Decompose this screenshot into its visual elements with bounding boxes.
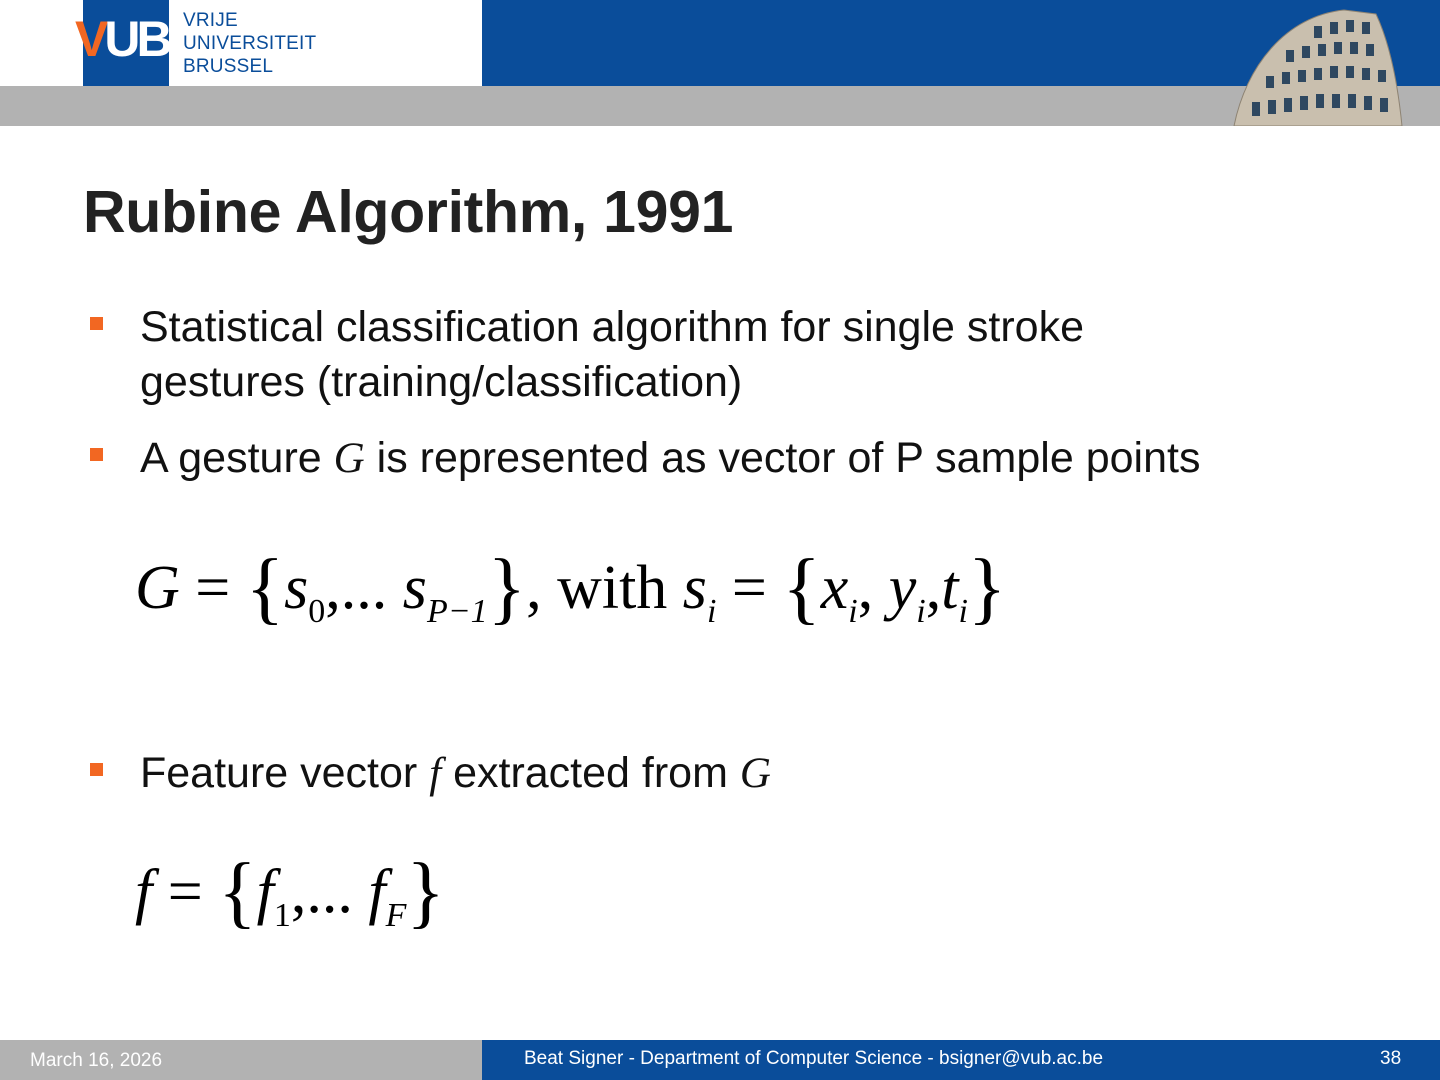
bullet-3-text	[140, 746, 771, 801]
formula-1-xi-sub: i	[848, 593, 858, 630]
formula-2-sub1: 1	[273, 897, 291, 934]
right-brace-2: }	[967, 544, 1007, 632]
formula-1-with: , with	[526, 554, 683, 622]
formula-1-sub0: 0	[308, 593, 326, 630]
formula-1-eq2: =	[731, 554, 767, 622]
bullet-2-pre: A gesture	[140, 434, 334, 482]
vub-logo-mark	[75, 0, 169, 86]
university-name	[183, 9, 316, 78]
formula-feature-vector	[135, 848, 445, 936]
formula-2-fF: f	[368, 858, 386, 926]
bullet-marker-3	[90, 763, 103, 776]
footer-date: March 16, 2026	[30, 1050, 163, 1071]
formula-1-y: y	[888, 554, 917, 622]
bullet-3-var2: G	[739, 750, 771, 797]
slide-title: Rubine Algorithm, 1991	[83, 179, 734, 245]
formula-2-f: f	[135, 858, 153, 926]
formula-2-subF: F	[385, 897, 407, 934]
formula-1-comma1: ,	[857, 554, 874, 622]
bullet-marker-1	[90, 317, 103, 330]
logo-line-2: UNIVERSITEIT	[183, 33, 317, 54]
formula-gesture	[135, 544, 1007, 632]
logo-line-1: VRIJE	[183, 10, 238, 31]
formula-1-eq: =	[195, 554, 231, 622]
left-brace-2: {	[782, 544, 821, 632]
bullet-3-var: f	[429, 750, 442, 797]
building-image	[1226, 6, 1406, 126]
formula-2-dots: ,...	[290, 858, 369, 926]
page-number: 38	[1380, 1048, 1402, 1069]
bullet-marker-2	[90, 448, 103, 461]
formula-1-comma2: ,	[925, 554, 942, 622]
right-brace-3: }	[406, 848, 445, 936]
vub-logo-text: VUB	[75, 11, 169, 67]
footer-author: Beat Signer - Department of Computer Science - bsigner@vub.ac.be	[524, 1048, 1104, 1069]
bullet-2-var: G	[333, 435, 365, 482]
bullet-3-pre: Feature vector	[140, 749, 430, 797]
header-gray-band	[0, 86, 1440, 126]
bullet-2-post: is represented as vector of P sample points	[364, 434, 1201, 482]
bullet-1-text	[140, 300, 1084, 410]
right-brace-1: }	[487, 544, 527, 632]
bullet-3-mid: extracted from	[441, 749, 740, 797]
formula-1-dots: ,...	[325, 554, 403, 622]
logo-line-3: BRUSSEL	[183, 56, 274, 77]
formula-1-ti-sub: i	[958, 593, 968, 630]
formula-1-subP: P−1	[426, 593, 488, 630]
bullet-1-line-1: Statistical classification algorithm for single stroke	[140, 303, 1084, 351]
left-brace-1: {	[245, 544, 285, 632]
formula-2-eq: =	[167, 858, 203, 926]
bullet-1-line-2: gestures (training/classification)	[140, 358, 743, 406]
formula-1-yi-sub: i	[916, 593, 926, 630]
formula-1-si-sub: i	[706, 593, 717, 630]
formula-1-si: s	[682, 554, 707, 622]
formula-1-t: t	[941, 554, 959, 622]
formula-1-x: x	[820, 554, 849, 622]
formula-1-sP: s	[402, 554, 427, 622]
left-brace-3: {	[218, 848, 257, 936]
formula-2-f1: f	[256, 858, 274, 926]
bullet-2-text	[140, 431, 1200, 486]
formula-1-G: G	[135, 554, 180, 622]
formula-1-s0: s	[284, 554, 309, 622]
